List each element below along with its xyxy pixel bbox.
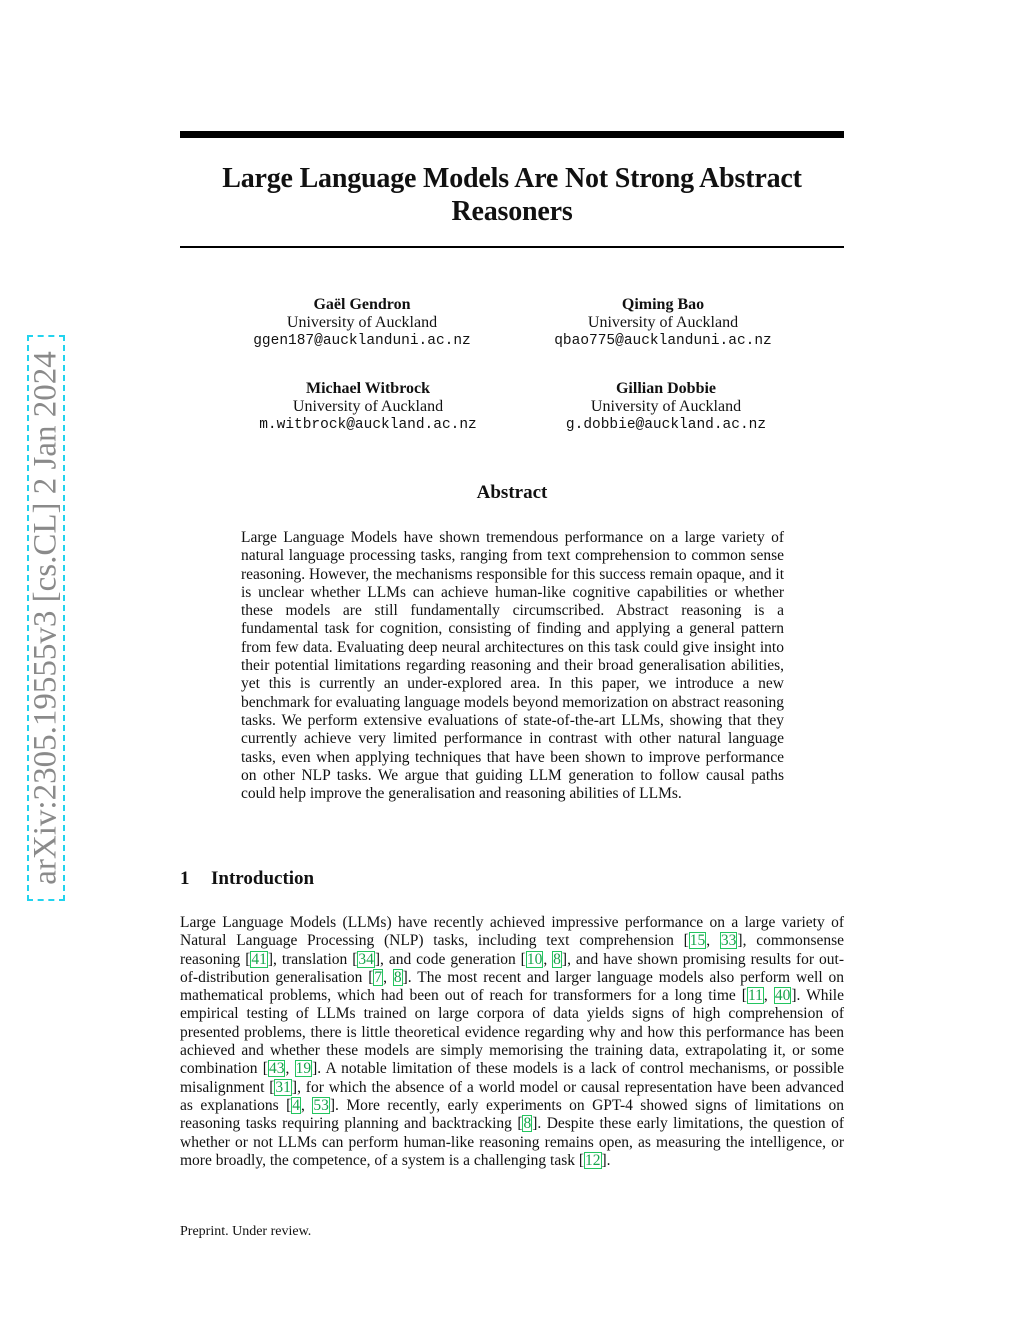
intro-text: Large Language Models (LLMs) have recently achieved impressive performance on a large variety of Natural Language Processing (NLP) tasks, including text comprehension [: [180, 914, 844, 950]
citation-link[interactable]: 15: [689, 932, 706, 950]
author-affiliation: University of Auckland: [587, 314, 739, 331]
intro-text: ,: [763, 987, 774, 1005]
intro-text: ,: [301, 1096, 313, 1114]
abstract-heading: Abstract: [476, 482, 548, 503]
intro-text: ,: [383, 968, 393, 986]
abstract-text: Large Language Models have shown tremendous performance on a large variety of natural language processing tasks, ranging from text comprehension to common sense reasoning. However, the mechanisms responsible for this success remain opaque, and it is unclear whether LLMs can achieve human-like cognitive capabilities or whether these models are still fundamentally circumscribed. Abstract reasoning is a fundamental task for cognition, consisting of finding and applying a general pattern from few data. Evaluating deep neural architectures on this task could give insight into their potential limitations regarding reasoning and their broad generalisation abilities, yet this is currently an under-explored area. In this paper, we introduce a new benchmark for evaluating language models beyond memorization on abstract reasoning tasks. We perform extensive evaluations of state-of-the-art LLMs, showing that they currently achieve very limited performance in contrast with other natural language tasks, even when applying techniques that have been shown to improve performance on other NLP tasks. We argue that guiding LLM generation to follow causal paths could help improve the generalisation and reasoning abilities of LLMs.: [241, 529, 784, 803]
section-heading: [180, 868, 314, 890]
title-line-2: Reasoners: [451, 196, 573, 227]
citation-link[interactable]: 41: [251, 950, 267, 968]
author-email[interactable]: ggen187@aucklanduni.ac.nz: [253, 333, 471, 349]
author-block: [516, 380, 816, 434]
citation-link[interactable]: 4: [292, 1096, 301, 1114]
intro-text: ], for which the absence of a world model or causal representation have been advanced as explanations [: [180, 1078, 845, 1114]
intro-text: ], and code generation [: [374, 950, 526, 968]
author-name: Qiming Bao: [621, 296, 705, 313]
author-affiliation: University of Auckland: [590, 398, 742, 415]
intro-text: ]. Despite these early limitations, the question of whether or not LLMs can perform human-like reasoning remains open, as measuring the intelligence, or more broadly, the competence, of a system is a challenging task [: [180, 1115, 845, 1169]
intro-text: ,: [543, 950, 553, 968]
intro-text: ]. More recently, early experiments on GPT-4 showed signs of limitations on reasoning tasks requiring planning and backtracking [: [180, 1096, 844, 1133]
citation-link[interactable]: 53: [313, 1096, 329, 1114]
author-block: [513, 296, 813, 350]
author-block: [212, 296, 512, 350]
intro-paragraph: [180, 914, 844, 1170]
author-affiliation: University of Auckland: [286, 314, 438, 331]
footer-note: Preprint. Under review.: [180, 1224, 312, 1239]
author-name: Gillian Dobbie: [615, 380, 717, 397]
intro-text: ].: [601, 1151, 611, 1169]
author-name: Gaël Gendron: [313, 296, 411, 313]
author-name: Michael Witbrock: [306, 380, 430, 397]
citation-link[interactable]: 8: [523, 1115, 532, 1133]
citation-link[interactable]: 33: [720, 932, 737, 950]
section-title: Introduction: [211, 868, 315, 889]
citation-link[interactable]: 8: [393, 968, 402, 986]
section-number: 1: [180, 868, 190, 889]
author-email[interactable]: g.dobbie@auckland.ac.nz: [565, 417, 767, 433]
intro-text: ]. A notable limitation of these models is a lack of control mechanisms, or possible misalignment [: [180, 1060, 845, 1096]
citation-link[interactable]: 40: [774, 987, 791, 1005]
author-affiliation: University of Auckland: [292, 398, 444, 415]
citation-link[interactable]: 10: [526, 950, 543, 968]
paper-title: [180, 162, 844, 228]
citation-link[interactable]: 31: [275, 1078, 291, 1096]
arxiv-stamp[interactable]: arXiv:2305.19555v3 [cs.CL] 2 Jan 2024: [27, 351, 64, 885]
title-rule-top: [180, 131, 844, 138]
title-rule-bottom: [180, 246, 844, 248]
intro-text: ], commonsense reasoning [: [180, 932, 845, 968]
title-line-1: Large Language Models Are Not Strong Abstract: [222, 163, 802, 194]
intro-text: ], translation [: [267, 950, 358, 968]
citation-link[interactable]: 12: [585, 1151, 601, 1169]
intro-text: ]. While empirical testing of LLMs trained on large corpora of data yields signs of high comprehension of presented problems, there is little theoretical evidence regarding why and how this performance has been achieved and whether these models are simply memorising the training data, extrapolating it, or some combination [: [180, 987, 844, 1078]
citation-link[interactable]: 7: [374, 968, 383, 986]
author-email[interactable]: m.witbrock@auckland.ac.nz: [259, 417, 477, 433]
author-block: [218, 380, 518, 434]
citation-link[interactable]: 43: [268, 1060, 285, 1078]
citation-link[interactable]: 19: [295, 1060, 312, 1078]
author-email[interactable]: qbao775@aucklanduni.ac.nz: [554, 333, 772, 349]
intro-text: ], and have shown promising results for out-of-distribution generalisation [: [180, 950, 844, 986]
citation-link[interactable]: 34: [358, 950, 374, 968]
citation-link[interactable]: 11: [747, 987, 763, 1005]
intro-text: ]. The most recent and larger language models also perform well on mathematical problems, which had been out of reach for transformers for a long time [: [180, 968, 845, 1005]
intro-text: ,: [706, 932, 720, 950]
citation-link[interactable]: 8: [553, 950, 561, 968]
intro-text: ,: [285, 1060, 295, 1078]
